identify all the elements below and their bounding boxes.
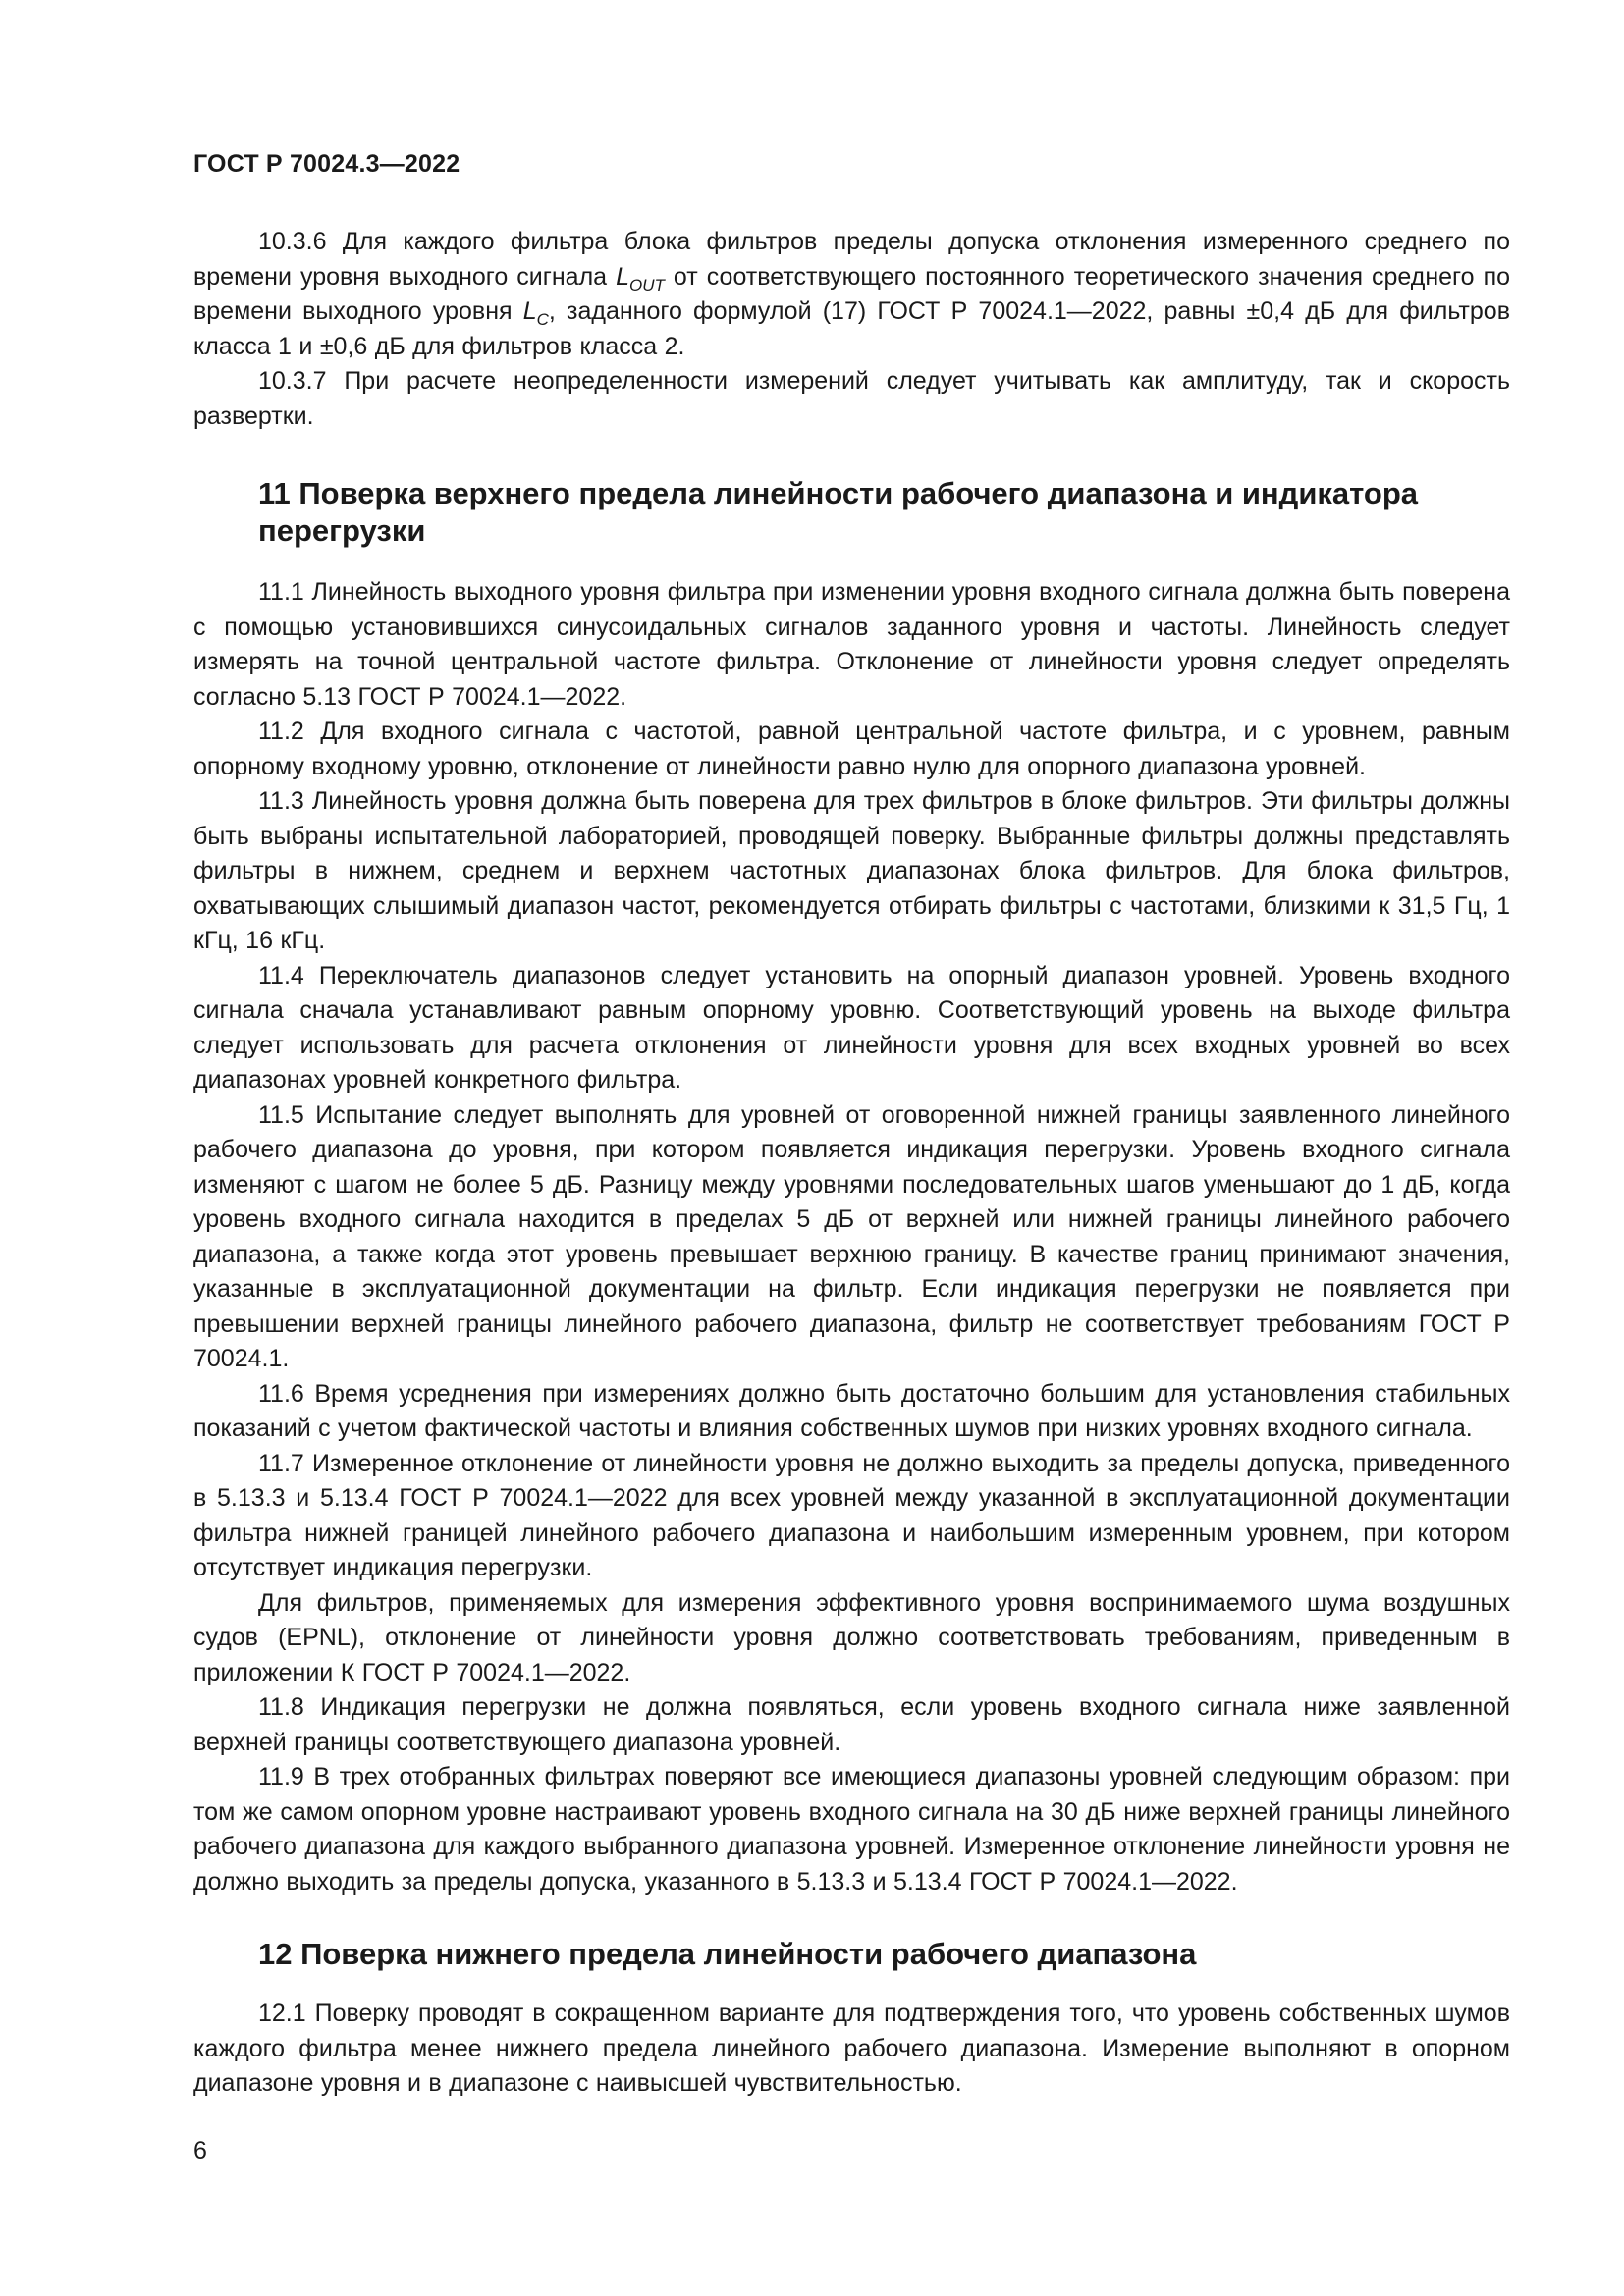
symbol-base: L bbox=[616, 262, 630, 291]
paragraph-11-5: 11.5 Испытание следует выполнять для уровней от оговоренной нижней границы заявленного линейного рабочего диапазона до уровня, при котором появляется индикация перегрузки. Уровень входного сигнала изменяют с шагом не более 5 дБ. Разницу между уровнями последовательных шагов уменьшают до 1 дБ, когда уровень входного сигнала находится в пределах 5 дБ от верхней или нижней границы линейного рабочего диапазона, а также когда этот уровень превышает верхнюю границу. В качестве границ принимают значения, указанные в эксплуатационной документации на фильтр. Если индикация перегрузки не появляется при превышении верхней границы линейного рабочего диапазона, фильтр не соответствует требованиям ГОСТ Р 70024.1. bbox=[193, 1100, 1510, 1372]
symbol-l-c bbox=[522, 297, 549, 329]
paragraph-11-7-epnl: Для фильтров, применяемых для измерения эффективного уровня воспринимаемого шума воздушных судов (EPNL), отклонение от линейности уровня должно соответствовать требованиям, приведенным в приложении К ГОСТ Р 70024.1—2022. bbox=[193, 1588, 1510, 1686]
document-body bbox=[193, 225, 1510, 2102]
symbol-subscript: C bbox=[536, 310, 549, 329]
paragraph-text: от соответствующего постоянного теоретического значения среднего по времени выходного уровня bbox=[193, 262, 1511, 325]
paragraph-11-6: 11.6 Время усреднения при измерениях должно быть достаточно большим для установления стабильных показаний с учетом фактической частоты и влияния собственных шумов при низких уровнях входного сигнала. bbox=[193, 1379, 1510, 1442]
paragraph-11-1: 11.1 Линейность выходного уровня фильтра при изменении уровня входного сигнала должна быть поверена с помощью установившихся синусоидальных сигналов заданного уровня и частоты. Линейность следует измерять на точной центральной частоте фильтра. Отклонение от линейности уровня следует определять согласно 5.13 ГОСТ Р 70024.1—2022. bbox=[193, 578, 1510, 711]
section-12-heading: 12 Поверка нижнего предела линейности рабочего диапазона bbox=[258, 1937, 1197, 1971]
paragraph-11-2: 11.2 Для входного сигнала с частотой, равной центральной частоте фильтра, и с уровнем, равным опорному входному уровню, отклонение от линейности равно нулю для опорного диапазона уровней. bbox=[193, 718, 1510, 780]
paragraph-12-1: 12.1 Поверку проводят в сокращенном варианте для подтверждения того, что уровень собственных шумов каждого фильтра менее нижнего предела линейного рабочего диапазона. Измерение выполняют в опорном диапазоне уровня и в диапазоне с наивысшей чувствительностью. bbox=[193, 2000, 1510, 2097]
paragraph-11-9: 11.9 В трех отобранных фильтрах поверяют все имеющиеся диапазоны уровней следующим образом: при том же самом опорном уровне настраивают уровень входного сигнала на 30 дБ ниже верхней границы линейного рабочего диапазона для каждого выбранного диапазона уровней. Измеренное отклонение линейности уровня не должно выходить за пределы допуска, указанного в 5.13.3 и 5.13.4 ГОСТ Р 70024.1—2022. bbox=[193, 1763, 1510, 1896]
symbol-base: L bbox=[522, 297, 537, 325]
document-header: ГОСТ Р 70024.3—2022 bbox=[193, 150, 460, 178]
paragraph-11-3: 11.3 Линейность уровня должна быть поверена для трех фильтров в блоке фильтров. Эти фильтры должны быть выбраны испытательной лабораторией, проводящей поверку. Выбранные фильтры должны представлять фильтры в нижнем, среднем и верхнем частотных диапазонах блока фильтров. Для блока фильтров, охватывающих слышимый диапазон частот, рекомендуется отбирать фильтры с частотами, близкими к 31,5 Гц, 1 кГц, 16 кГц. bbox=[193, 787, 1510, 954]
page-number: 6 bbox=[193, 2137, 207, 2164]
paragraph-text: 10.3.6 Для каждого фильтра блока фильтров пределы допуска отклонения измеренного среднего по времени уровня выходного сигнала bbox=[193, 228, 1510, 291]
symbol-l-out bbox=[616, 262, 665, 294]
paragraph-10-3-7: 10.3.7 При расчете неопределенности измерений следует учитывать как амплитуду, так и скорость развертки. bbox=[193, 367, 1510, 430]
paragraph-11-4: 11.4 Переключатель диапазонов следует установить на опорный диапазон уровней. Уровень входного сигнала сначала устанавливают равным опорному уровню. Соответствующий уровень на выходе фильтра следует использовать для расчета отклонения от линейности уровня для всех входных уровней во всех диапазонах уровней конкретного фильтра. bbox=[193, 961, 1510, 1094]
paragraph-10-3-6 bbox=[193, 225, 1510, 364]
paragraph-11-7: 11.7 Измеренное отклонение от линейности уровня не должно выходить за пределы допуска, приведенного в 5.13.3 и 5.13.4 ГОСТ Р 70024.1—2022 для всех уровней между указанной в эксплуатационной документации фильтра нижней границей линейного рабочего диапазона и наибольшим измеренным уровнем, при котором отсутствует индикация перегрузки. bbox=[193, 1449, 1510, 1581]
section-11-heading: 11 Поверка верхнего предела линейности рабочего диапазона и индикатора перегрузки bbox=[258, 476, 1419, 548]
paragraph-11-8: 11.8 Индикация перегрузки не должна появляться, если уровень входного сигнала ниже заявленной верхней границы соответствующего диапазона уровней. bbox=[193, 1693, 1510, 1756]
symbol-subscript: OUT bbox=[629, 275, 665, 294]
paragraph-text: , заданного формулой (17) ГОСТ Р 70024.1—2022, равны ±0,4 дБ для фильтров класса 1 и ±0,6 дБ для фильтров класса 2. bbox=[193, 297, 1510, 360]
